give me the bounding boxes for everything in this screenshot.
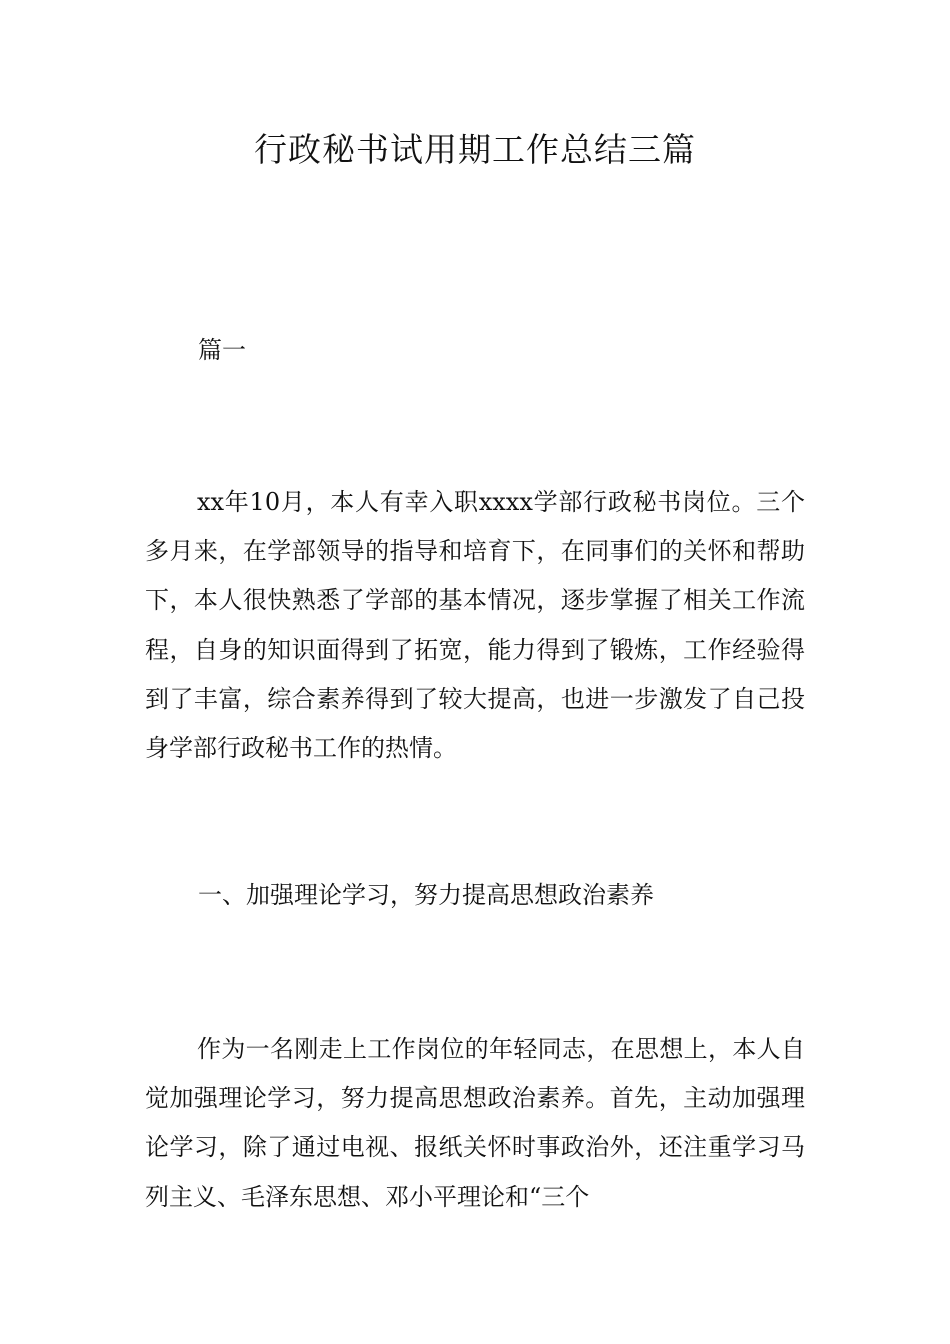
section-label: 篇一 xyxy=(198,336,246,364)
body-paragraph-2: 作为一名刚走上工作岗位的年轻同志，在思想上，本人自觉加强理论学习，努力提高思想政治素养。首先，主动加强理论学习，除了通过电视、报纸关怀时事政治外，还注重学习马列主义、毛泽东思想、邓小平理论和“三个 xyxy=(145,1035,805,1211)
section-heading-1: 一、加强理论学习，努力提高思想政治素养 xyxy=(198,881,654,909)
body-paragraph-1: xx年10月，本人有幸入职xxxx学部行政秘书岗位。三个多月来，在学部领导的指导和培育下，在同事们的关怀和帮助下，本人很快熟悉了学部的基本情况，逐步掌握了相关工作流程，自身的知识面得到了拓宽，能力得到了锻炼，工作经验得到了丰富，综合素养得到了较大提高，也进一步激发了自己投身学部行政秘书工作的热情。 xyxy=(145,488,805,763)
document-title: 行政秘书试用期工作总结三篇 xyxy=(254,130,696,169)
